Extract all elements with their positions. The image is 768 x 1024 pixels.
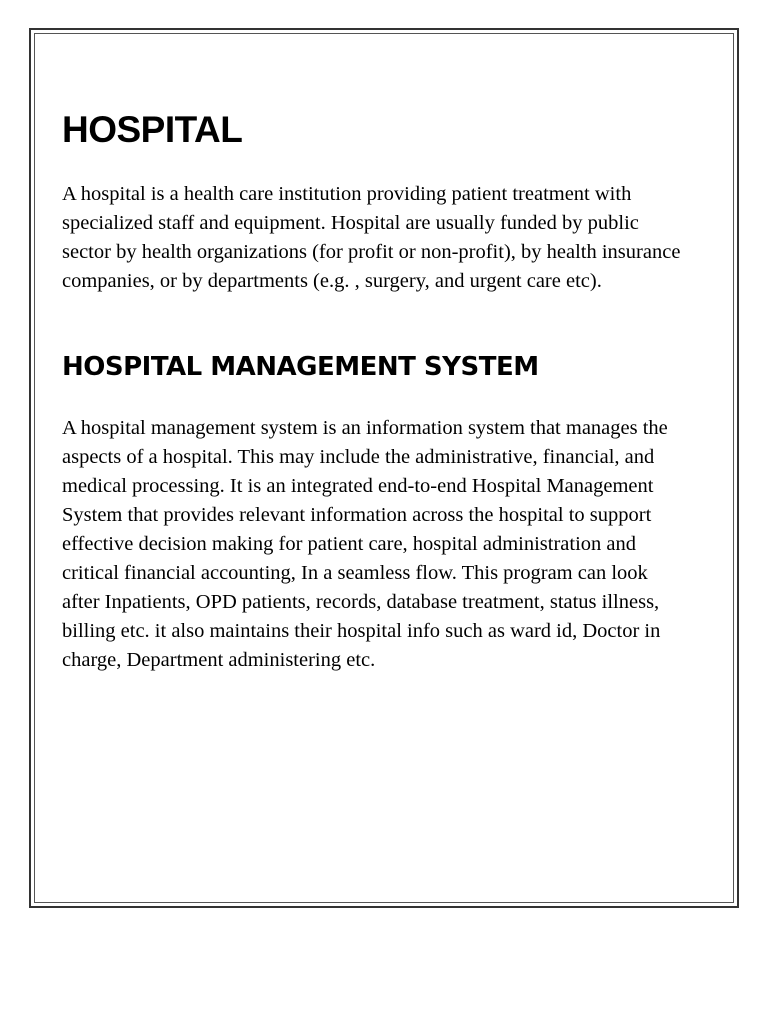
section-heading-hms: HOSPITAL MANAGEMENT SYSTEM — [62, 352, 539, 382]
section-body-hms: A hospital management system is an information system that manages the aspects of a hospital. This may include the administrative, financial, and medical processing. It is an integrated end-to-end Hospital Management System that provides relevant information across the hospital to support effective decision making for patient care, hospital administration and critical financial accounting, In a seamless flow. This program can look after Inpatients, OPD patients, records, database treatment, status illness, billing etc. it also maintains their hospital info such as ward id, Doctor in charge, Department administering etc. — [62, 417, 668, 671]
section-heading-hospital: HOSPITAL — [62, 109, 243, 150]
document-content — [62, 108, 682, 675]
section-body-hospital: A hospital is a health care institution providing patient treatment with specialized staff and equipment. Hospital are usually funded by public sector by health organizations (for profit or non-profit), by health insurance companies, or by departments (e.g. , surgery, and urgent care etc). — [62, 183, 681, 292]
